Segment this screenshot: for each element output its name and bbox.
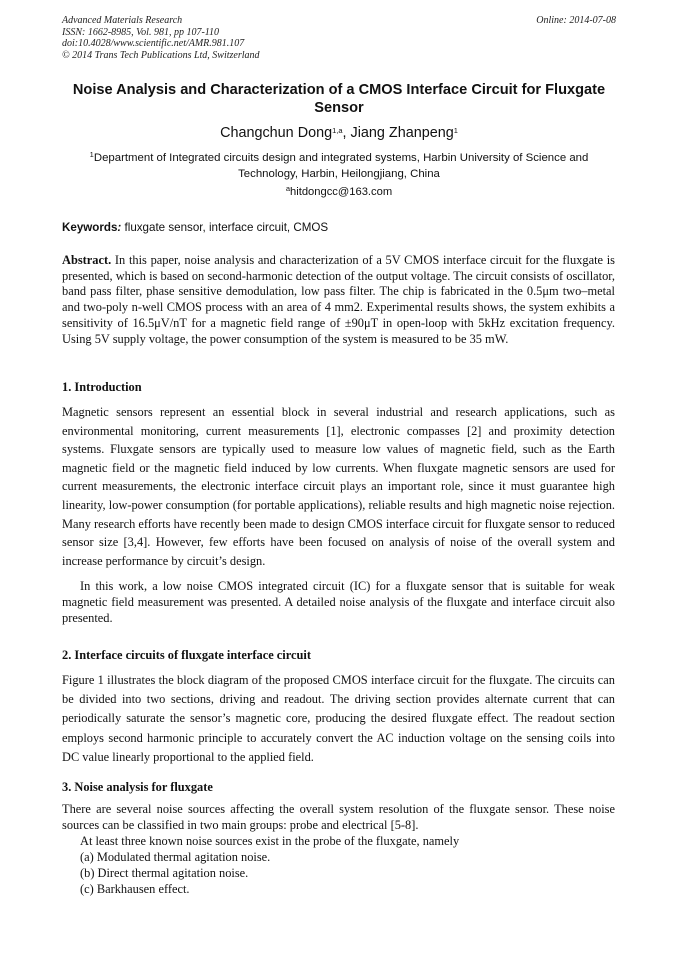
affiliation [62, 150, 616, 182]
author-1-sup: 1,a [332, 125, 343, 135]
section-2-paragraph-1: Figure 1 illustrates the block diagram of the proposed CMOS interface circuit for the fluxgate. The circuits can be divided into two sections, driving and readout. The driving section provides alternate current that can periodically saturate the sensor’s magnetic core, producing the desired fluxgate effect. The readout section employs second harmonic principle to accurately convert the AC induction voltage on the sensing coils into DC value linearly proportional to the applied field. [62, 673, 615, 764]
author-1: Changchun Dong [220, 125, 333, 141]
author-line [62, 124, 616, 142]
section-2-heading: 2. Interface circuits of fluxgate interface circuit [62, 648, 311, 662]
affiliation-text: Department of Integrated circuits design and integrated systems, Harbin University of Science and Technology, Harbin, Heilongjiang, China [93, 152, 589, 180]
section-3-paragraph-1: There are several noise sources affecting the overall system resolution of the fluxgate sensor. These noise sources can be classified in two main groups: probe and electrical [5-8]. [62, 802, 615, 832]
journal-copyright: © 2014 Trans Tech Publications Ltd, Switzerland [62, 49, 260, 61]
email-sup: a [285, 183, 290, 193]
author-2-sup: 1 [453, 125, 458, 135]
list-item: (c) Barkhausen effect. [80, 882, 190, 896]
abstract [62, 253, 615, 347]
section-3-heading: 3. Noise analysis for fluxgate [62, 780, 213, 794]
section-1-paragraph-2: In this work, a low noise CMOS integrated circuit (IC) for a fluxgate sensor that is suitable for weak magnetic field measurement was presented. A detailed noise analysis of the fluxgate and interface circuit also presented. [62, 579, 615, 625]
journal-doi: doi:10.4028/www.scientific.net/AMR.981.107 [62, 38, 245, 49]
online-date: Online: 2014-07-08 [536, 15, 616, 26]
journal-issn: ISSN: 1662-8985, Vol. 981, pp 107-110 [62, 26, 220, 38]
paper-title: Noise Analysis and Characterization of a CMOS Interface Circuit for Fluxgate Sensor [72, 82, 606, 116]
section-3-paragraph-2: At least three known noise sources exist in the probe of the fluxgate, namely [80, 834, 460, 848]
keywords [62, 220, 616, 235]
section-1-paragraph-1: Magnetic sensors represent an essential block in several industrial and research applications, such as environmental monitoring, current measurements [1], electronic compasses [2] and proximity detection systems. Fluxgate sensors are typically used to measure low values of magnetic field, such as the Earth magnetic field or the magnetic field induced by low currents. When fluxgate magnetic sensors are used for current measurements, the electronic interface circuit plays an important role, since it must guarantee high linearity, low-power consumption (for portable applications), reliable results and high magnetic noise rejection. Many research efforts have recently been made to design CMOS interface circuit for fluxgate sensor to reduced sensor size [3,4]. However, few efforts have been focused on analysis of noise of the overall system and increase performance by circuit’s design. [62, 405, 616, 568]
journal-header [62, 15, 260, 61]
section-3-list [80, 833, 615, 897]
abstract-text: In this paper, noise analysis and characterization of a 5V CMOS interface circuit for the fluxgate is presented, which is based on second-harmonic detection of the output voltage. The circuit consists of oscillator, band pass filter, phase sensitive demodulation, low pass filter. The chip is fabricated in the 0.5μm two–metal and two-poly n-well CMOS process with an area of 4 mm2. Experimental results shows, the system exhibits a sensitivity of 16.5μV/nT for a magnetic field range of ±90μT in open-loop with 5kHz excitation frequency. Using 5V supply voltage, the power consumption of the system is measured to be 35 mW. [62, 253, 615, 346]
email-text[interactable]: hitdongcc@163.com [290, 186, 393, 198]
keywords-text: fluxgate sensor, interface circuit, CMOS [121, 221, 329, 234]
author-email [62, 185, 616, 200]
list-item: (b) Direct thermal agitation noise. [80, 866, 249, 880]
affiliation-sup: 1 [89, 149, 94, 159]
journal-name: Advanced Materials Research [62, 15, 183, 26]
keywords-label: Keywords [62, 221, 118, 234]
keywords-colon: : [117, 221, 122, 234]
list-item: (a) Modulated thermal agitation noise. [80, 850, 271, 864]
author-2: , Jiang Zhanpeng [342, 125, 454, 141]
abstract-label: Abstract. [62, 253, 112, 267]
section-1-heading: 1. Introduction [62, 380, 142, 394]
